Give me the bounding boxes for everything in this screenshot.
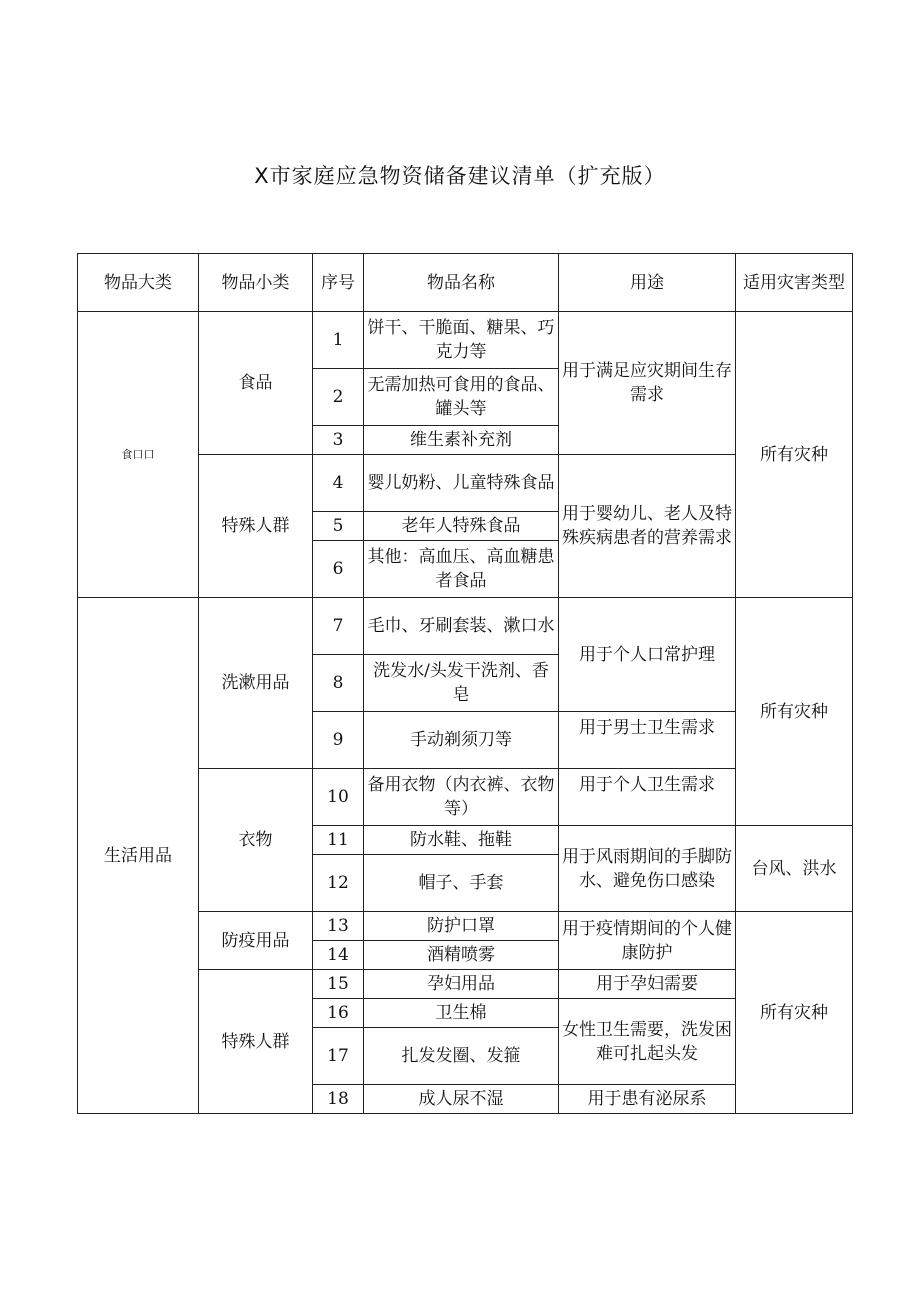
usage-cell: 用于男士卫生需求 <box>559 712 736 769</box>
hazard-cell: 所有灾种 <box>736 912 853 1114</box>
item-number: 9 <box>313 712 364 769</box>
item-number: 7 <box>313 598 364 655</box>
supplies-table <box>77 253 853 1114</box>
item-number: 2 <box>313 369 364 426</box>
item-number: 14 <box>313 941 364 970</box>
subcategory-cell: 特殊人群 <box>199 970 313 1114</box>
subcategory-cell: 防疫用品 <box>199 912 313 970</box>
item-name: 备用衣物（内衣裤、衣物等） <box>364 769 559 826</box>
item-name: 维生素补充剂 <box>364 426 559 455</box>
page-title: X市家庭应急物资储备建议清单（扩充版） <box>254 164 666 188</box>
column-header: 序号 <box>313 254 364 312</box>
item-number: 13 <box>313 912 364 941</box>
item-name: 婴儿奶粉、儿童特殊食品 <box>364 455 559 512</box>
item-number: 3 <box>313 426 364 455</box>
subcategory-cell: 特殊人群 <box>199 455 313 598</box>
column-header: 用途 <box>559 254 736 312</box>
item-number: 16 <box>313 999 364 1028</box>
item-number: 18 <box>313 1085 364 1114</box>
item-number: 10 <box>313 769 364 826</box>
item-name: 其他：高血压、高血糖患者食品 <box>364 541 559 598</box>
item-name: 毛巾、牙刷套装、漱口水 <box>364 598 559 655</box>
hazard-cell: 所有灾种 <box>736 598 853 826</box>
usage-cell: 用于孕妇需要 <box>559 970 736 999</box>
hazard-cell: 所有灾种 <box>736 312 853 598</box>
usage-cell: 用于婴幼儿、老人及特殊疾病患者的营养需求 <box>559 455 736 598</box>
usage-cell: 用于风雨期间的手脚防水、避免伤口感染 <box>559 826 736 912</box>
item-name: 酒精喷雾 <box>364 941 559 970</box>
usage-cell: 女性卫生需要，洗发困难可扎起头发 <box>559 999 736 1085</box>
subcategory-cell: 衣物 <box>199 769 313 912</box>
item-name: 洗发水/头发干洗剂、香皂 <box>364 655 559 712</box>
usage-cell: 用于疫情期间的个人健康防护 <box>559 912 736 970</box>
header-row <box>78 254 853 312</box>
usage-cell: 用于患有泌尿系 <box>559 1085 736 1114</box>
item-number: 1 <box>313 312 364 369</box>
item-number: 6 <box>313 541 364 598</box>
usage-cell: 用于满足应灾期间生存需求 <box>559 312 736 455</box>
column-header: 适用灾害类型 <box>736 254 853 312</box>
item-name: 手动剃须刀等 <box>364 712 559 769</box>
item-number: 12 <box>313 855 364 912</box>
item-name: 帽子、手套 <box>364 855 559 912</box>
item-number: 17 <box>313 1028 364 1085</box>
item-number: 11 <box>313 826 364 855</box>
item-name: 无需加热可食用的食品、罐头等 <box>364 369 559 426</box>
category-cell: 食口口 <box>78 312 199 598</box>
item-number: 5 <box>313 512 364 541</box>
usage-cell: 用于个人卫生需求 <box>559 769 736 826</box>
item-number: 4 <box>313 455 364 512</box>
table-row <box>78 598 853 655</box>
item-name: 老年人特殊食品 <box>364 512 559 541</box>
column-header: 物品名称 <box>364 254 559 312</box>
hazard-cell: 台风、洪水 <box>736 826 853 912</box>
category-cell: 生活用品 <box>78 598 199 1114</box>
table-row <box>78 312 853 369</box>
subcategory-cell: 洗漱用品 <box>199 598 313 769</box>
item-name: 扎发发圈、发箍 <box>364 1028 559 1085</box>
item-name: 卫生棉 <box>364 999 559 1028</box>
item-name: 饼干、干脆面、糖果、巧克力等 <box>364 312 559 369</box>
item-name: 防水鞋、拖鞋 <box>364 826 559 855</box>
item-name: 孕妇用品 <box>364 970 559 999</box>
item-name: 防护口罩 <box>364 912 559 941</box>
usage-cell: 用于个人口常护理 <box>559 598 736 712</box>
item-number: 15 <box>313 970 364 999</box>
item-name: 成人尿不湿 <box>364 1085 559 1114</box>
column-header: 物品小类 <box>199 254 313 312</box>
column-header: 物品大类 <box>78 254 199 312</box>
item-number: 8 <box>313 655 364 712</box>
subcategory-cell: 食品 <box>199 312 313 455</box>
